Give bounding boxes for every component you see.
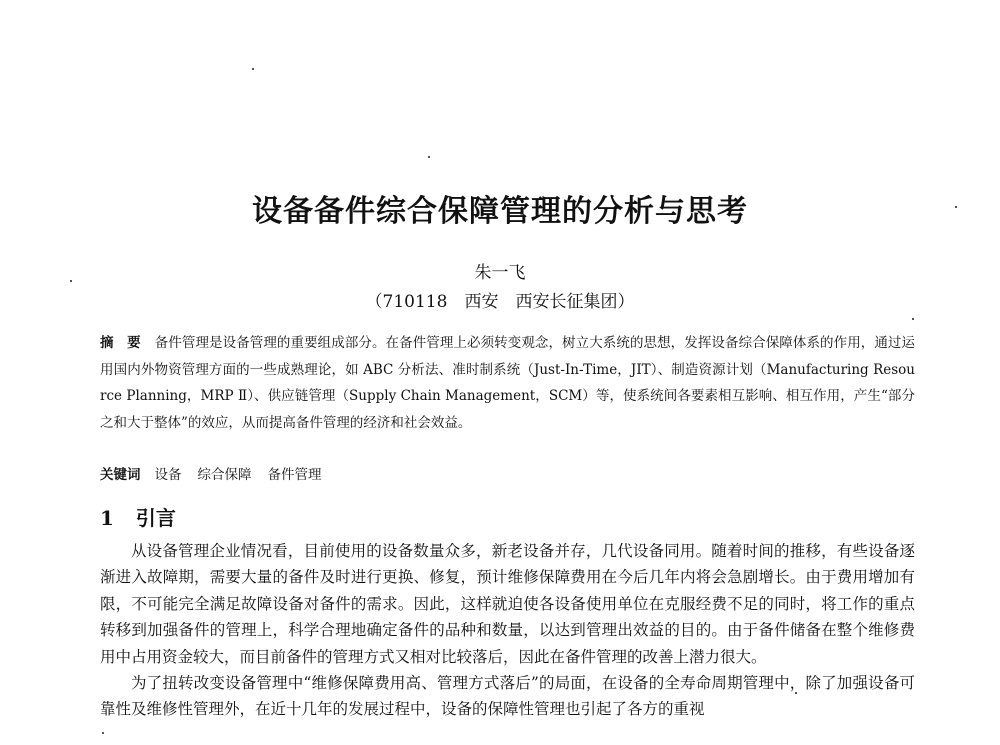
body-paragraph: 从设备管理企业情况看，目前使用的设备数量众多，新老设备并存，几代设备同用。随着时间的推移，有些设备逐渐进入故障期，需要大量的备件及时进行更换、修复，预计维修保障费用在今后几年内将会急剧增长。由于费用增加有限，不可能完全满足故障设备对备件的需求。因此，这样就迫使各设备使用单位在克服经费不足的同时，将工作的重点转移到加强备件的管理上，科学合理地确定备件的品种和数量，以达到管理出效益的目的。由于备件储备在整个维修费用中占用资金较大，而目前备件的管理方式又相对比较落后，因此在备件管理的改善上潜力很大。 [100,542,915,666]
section-number: 1 [100,506,114,530]
scan-speck [70,280,72,282]
section-body [100,538,915,723]
scan-speck [102,732,104,734]
keyword: 备件管理 [267,467,322,483]
keywords [100,462,915,488]
body-paragraph: 为了扭转改变设备管理中“维修保障费用高、管理方式落后”的局面，在设备的全寿命周期管理中，除了加强设备可靠性及维修性管理外，在近十几年的发展过程中，设备的保障性管理也引起了各方的重视 [100,674,915,719]
keywords-label: 关键词 [100,467,141,483]
keyword: 设备 [154,467,182,483]
author-name: 朱一飞 [474,263,526,283]
section-heading [100,502,176,531]
scan-speck [912,318,914,320]
scan-speck [795,692,797,694]
keyword: 综合保障 [197,467,252,483]
author-affiliation: （710118 西安 西安长征集团） [365,292,635,312]
abstract-text: 备件管理是设备管理的重要组成部分。在备件管理上必须转变观念，树立大系统的思想，发挥设备综合保障体系的作用，通过运用国内外物资管理方面的一些成熟理论，如 ABC 分析法、准时制系统（Just-In-Time，JIT）、制造资源计划（Manufacturing Resource Planning，MRP Ⅱ）、供应链管理（Supply Chain Management，SCM）等，使系统间各要素相互影响、相互作用，产生“部分之和大于整体”的效应，从而提高备件管理的经济和社会效益。 [100,335,915,431]
scan-speck [955,206,957,208]
section-title: 引言 [135,506,176,530]
scan-speck [252,68,254,70]
abstract [100,330,915,436]
abstract-label: 摘 要 [100,335,141,351]
scan-speck [428,156,430,158]
paper-title: 设备备件综合保障管理的分析与思考 [252,194,748,229]
